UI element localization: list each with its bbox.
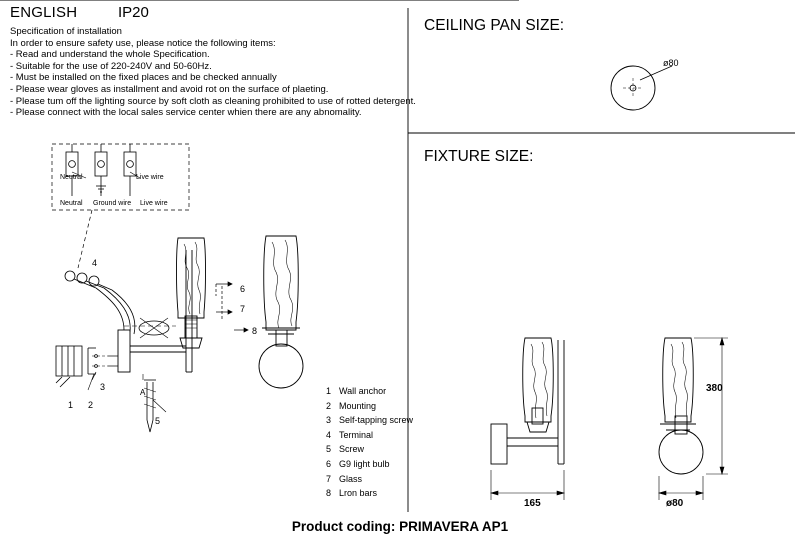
legend-item (326, 413, 413, 428)
wiring-label-live-top: Live wire (136, 174, 164, 181)
legend-label: Glass (339, 473, 363, 484)
legend-label: Terminal (339, 429, 374, 440)
legend-number: 4 (326, 429, 332, 440)
legend-number: 1 (326, 386, 332, 396)
legend-number: 7 (326, 473, 332, 484)
legend-item (326, 384, 413, 399)
wiring-label-live-bottom: Live wire (140, 200, 168, 207)
parts-legend (326, 384, 413, 501)
legend-label: G9 light bulb (339, 458, 390, 469)
fixture-height-dimension: 380 (706, 383, 723, 394)
callout-4: 4 (92, 258, 98, 268)
specification-block (10, 26, 430, 119)
callout-6: 6 (240, 284, 246, 294)
callout-7: 7 (240, 304, 246, 314)
callout-3: 3 (100, 382, 106, 392)
callout-2: 2 (88, 400, 94, 410)
legend-item (326, 472, 413, 487)
callout-5: 5 (155, 416, 161, 426)
legend-label: Lron bars (339, 488, 378, 499)
spec-item: - Suitable for the use of 220-240V and 50-60Hz. (10, 60, 212, 72)
ip-rating-label: IP20 (118, 4, 149, 21)
legend-label: Mounting (339, 400, 377, 411)
language-label: ENGLISH (10, 4, 78, 21)
legend-item (326, 399, 413, 414)
wiring-label-ground: Ground wire (93, 200, 132, 207)
legend-number: 3 (326, 415, 332, 426)
wiring-label-neutral-bottom: Neutral (60, 200, 83, 207)
ceiling-pan-diameter-label: ø80 (663, 58, 679, 68)
callout-a: A (140, 388, 146, 397)
legend-item (326, 428, 413, 443)
callout-1: 1 (68, 400, 74, 410)
product-coding: Product coding: PRIMAVERA AP1 (291, 519, 509, 534)
spec-item: - Please wear gloves as installment and avoid rot on the surface of plaeting. (10, 83, 329, 95)
legend-label: Wall anchor (339, 386, 387, 396)
legend-item (326, 486, 413, 501)
spec-item: - Read and understand the whole Specification. (10, 49, 210, 61)
legend-number: 2 (326, 400, 332, 411)
fixture-depth-dimension: 165 (524, 498, 541, 509)
legend-number: 5 (326, 444, 332, 455)
spec-item: - Must be installed on the fixed places and be checked annually (10, 72, 277, 84)
legend-number: 6 (326, 458, 332, 469)
legend-item (326, 442, 413, 457)
legend-number: 8 (326, 488, 332, 499)
spec-title: Specification of installation (10, 26, 122, 37)
callout-8: 8 (252, 326, 258, 336)
legend-item (326, 457, 413, 472)
fixture-size-title: FIXTURE SIZE: (424, 148, 534, 165)
spec-item: - Please tum off the lighting source by soft cloth as cleaning prohibited to use of rotted detergent. (10, 95, 416, 107)
spec-item: - Please connect with the local sales service center whien there are any abnomality. (10, 107, 362, 119)
wiring-label-neutral-top: Neutral (60, 174, 83, 181)
legend-label: Screw (339, 444, 365, 455)
legend-label: Self-tapping screw (339, 415, 414, 426)
ceiling-pan-size-title: CEILING PAN SIZE: (424, 17, 565, 34)
spec-intro: In order to ensure safety use, please notice the following items: (10, 37, 276, 49)
base-diameter-dimension: ø80 (666, 498, 684, 509)
